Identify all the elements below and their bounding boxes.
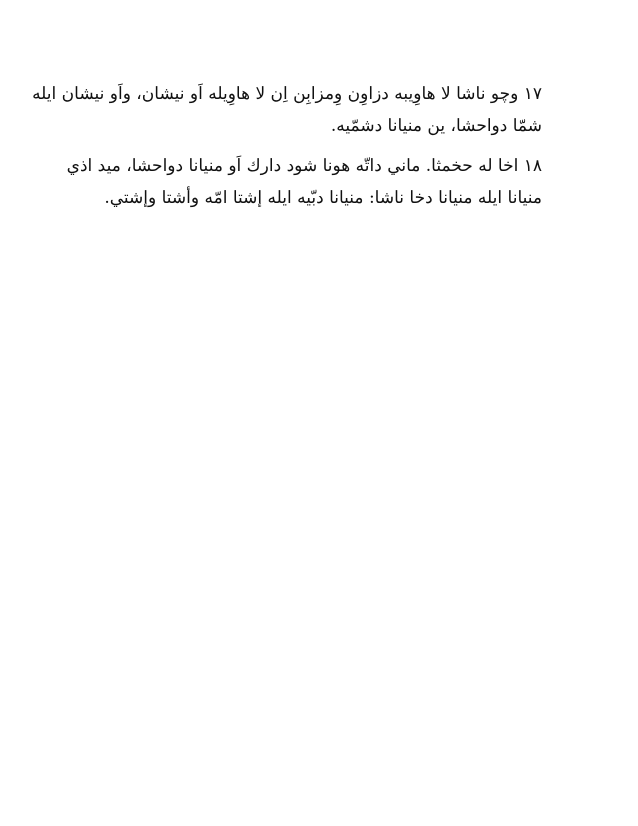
verse-17 [32, 78, 542, 142]
verse-18 [66, 150, 542, 214]
verse-18-line-1: ١٨ اخا له حخمثا. ماني داتّه هونا شود دارك اَو منيانا دواحشا، ميد اذي [66, 156, 542, 176]
verse-18-line-2: منيانا ايله منيانا دخا ناشا: منيانا دبّيه ايله إشتا امّه وأشتا وإشتي. [104, 188, 542, 208]
verse-17-line-1: ١٧ وچو ناشا لا هاوِيبه دزاوِن وِمزابِن اِن لا هاوِيله اَو نيشان، واَو نيشان ايله [32, 84, 542, 104]
verse-17-line-2: شمّا دواحشا، ين منيانا دشمّيه. [330, 116, 542, 136]
